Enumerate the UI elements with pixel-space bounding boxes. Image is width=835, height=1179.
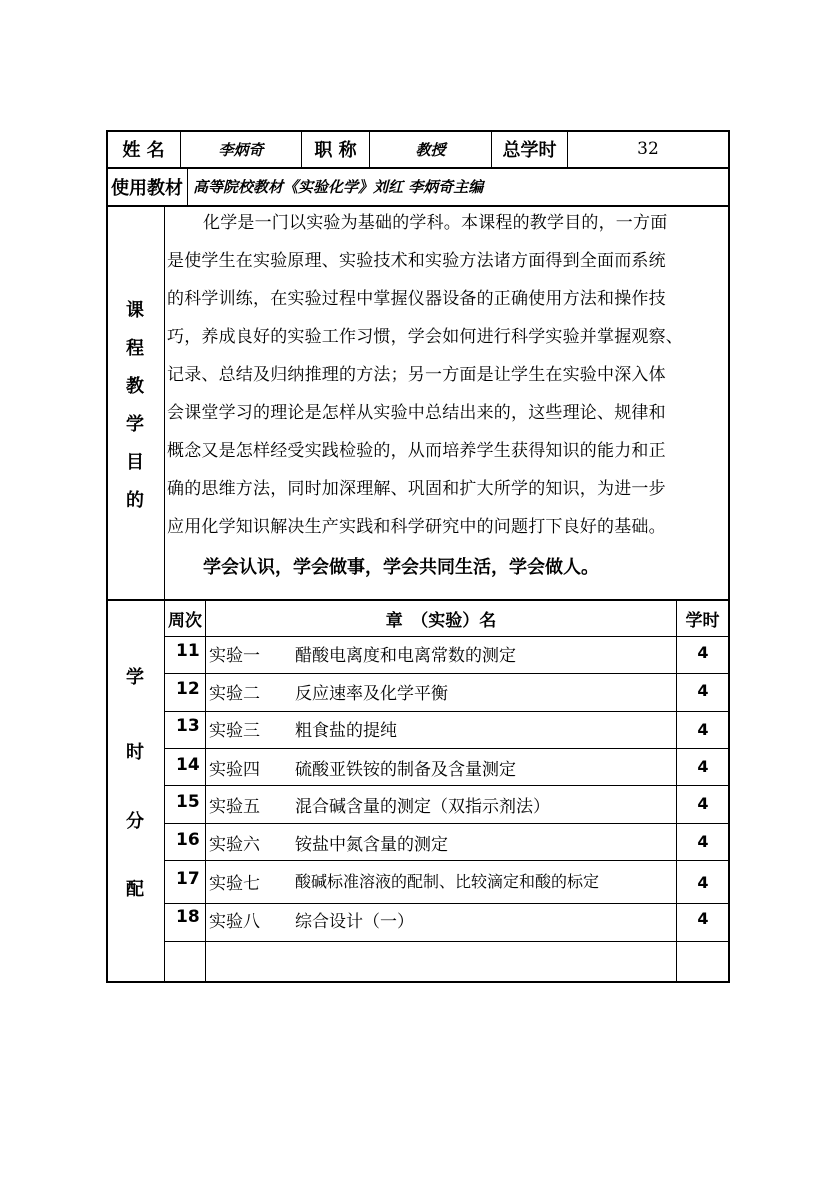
textbook-label: 使用教材 xyxy=(111,177,183,199)
week-number: 15 xyxy=(176,792,200,812)
week-number: 17 xyxy=(176,869,200,889)
week-number: 13 xyxy=(176,716,200,736)
experiment-number: 实验八 xyxy=(209,912,260,932)
side-char: 目 xyxy=(126,452,144,473)
row-hours: 4 xyxy=(697,909,709,928)
motto: 学会认识，学会做事，学会共同生活，学会做人。 xyxy=(203,557,599,578)
paragraph-line: 记录、总结及归纳推理的方法；另一方面是让学生在实验中深入体 xyxy=(167,365,666,385)
name-label: 姓 名 xyxy=(122,140,165,161)
col-week-header: 周次 xyxy=(168,611,202,631)
experiment-number: 实验七 xyxy=(209,874,260,894)
week-number: 12 xyxy=(176,679,200,699)
experiment-name: 混合碱含量的测定（双指示剂法） xyxy=(295,797,550,817)
row-hours: 4 xyxy=(697,794,709,813)
week-number: 14 xyxy=(176,755,200,775)
row-hours: 4 xyxy=(697,757,709,776)
experiment-name: 反应速率及化学平衡 xyxy=(295,684,448,704)
textbook-value: 高等院校教材《实验化学》刘红 李炳奇主编 xyxy=(193,178,484,196)
name-value: 李炳奇 xyxy=(218,140,264,159)
paragraph-line: 概念又是怎样经受实践检验的，从而培养学生获得知识的能力和正 xyxy=(167,441,666,461)
paragraph-line: 应用化学知识解决生产实践和科学研究中的问题打下良好的基础。 xyxy=(167,517,666,537)
paragraph-line: 的科学训练，在实验过程中掌握仪器设备的正确使用方法和操作技 xyxy=(167,289,666,309)
side-char: 学 xyxy=(126,667,144,688)
paragraph-line: 会课堂学习的理论是怎样从实验中总结出来的，这些理论、规律和 xyxy=(167,403,666,423)
side-char: 的 xyxy=(126,490,144,511)
paragraph-line: 化学是一门以实验为基础的学科。本课程的教学目的，一方面 xyxy=(203,213,668,233)
side-char: 时 xyxy=(126,742,144,763)
experiment-name: 综合设计（一） xyxy=(295,912,414,932)
week-number: 18 xyxy=(176,907,200,927)
title-label: 职 称 xyxy=(314,140,357,161)
week-number: 16 xyxy=(176,830,200,850)
row-hours: 4 xyxy=(697,720,709,739)
experiment-name: 铵盐中氮含量的测定 xyxy=(295,835,448,855)
experiment-name: 粗食盐的提纯 xyxy=(295,721,397,741)
total-hours-value: 32 xyxy=(637,139,659,159)
side-char: 课 xyxy=(126,300,144,321)
side-char: 教 xyxy=(126,376,144,397)
side-char: 程 xyxy=(126,338,144,359)
row-hours: 4 xyxy=(697,643,709,662)
experiment-name: 硫酸亚铁铵的制备及含量测定 xyxy=(295,760,516,780)
row-hours: 4 xyxy=(697,832,709,851)
paragraph-line: 是使学生在实验原理、实验技术和实验方法诸方面得到全面而系统 xyxy=(167,251,666,271)
experiment-number: 实验五 xyxy=(209,797,260,817)
experiment-number: 实验六 xyxy=(209,835,260,855)
side-char: 学 xyxy=(126,414,144,435)
col-hours-header: 学时 xyxy=(685,611,720,631)
experiment-number: 实验四 xyxy=(209,760,260,780)
week-number: 11 xyxy=(176,641,200,661)
paragraph-line: 确的思维方法，同时加深理解、巩固和扩大所学的知识，为进一步 xyxy=(167,479,666,499)
experiment-number: 实验二 xyxy=(209,684,260,704)
total-hours-label: 总学时 xyxy=(502,140,557,161)
title-value: 教授 xyxy=(415,140,446,159)
row-hours: 4 xyxy=(697,873,709,892)
side-char: 分 xyxy=(126,811,144,832)
side-char: 配 xyxy=(126,879,144,900)
experiment-name: 酸碱标准溶液的配制、比较滴定和酸的标定 xyxy=(295,872,600,891)
experiment-number: 实验一 xyxy=(209,646,260,666)
col-chapter-header: 章 （实验）名 xyxy=(385,611,497,631)
experiment-name: 醋酸电离度和电离常数的测定 xyxy=(295,646,516,666)
paragraph-line: 巧，养成良好的实验工作习惯，学会如何进行科学实验并掌握观察、 xyxy=(167,327,683,347)
row-hours: 4 xyxy=(697,681,709,700)
experiment-number: 实验三 xyxy=(209,721,260,741)
